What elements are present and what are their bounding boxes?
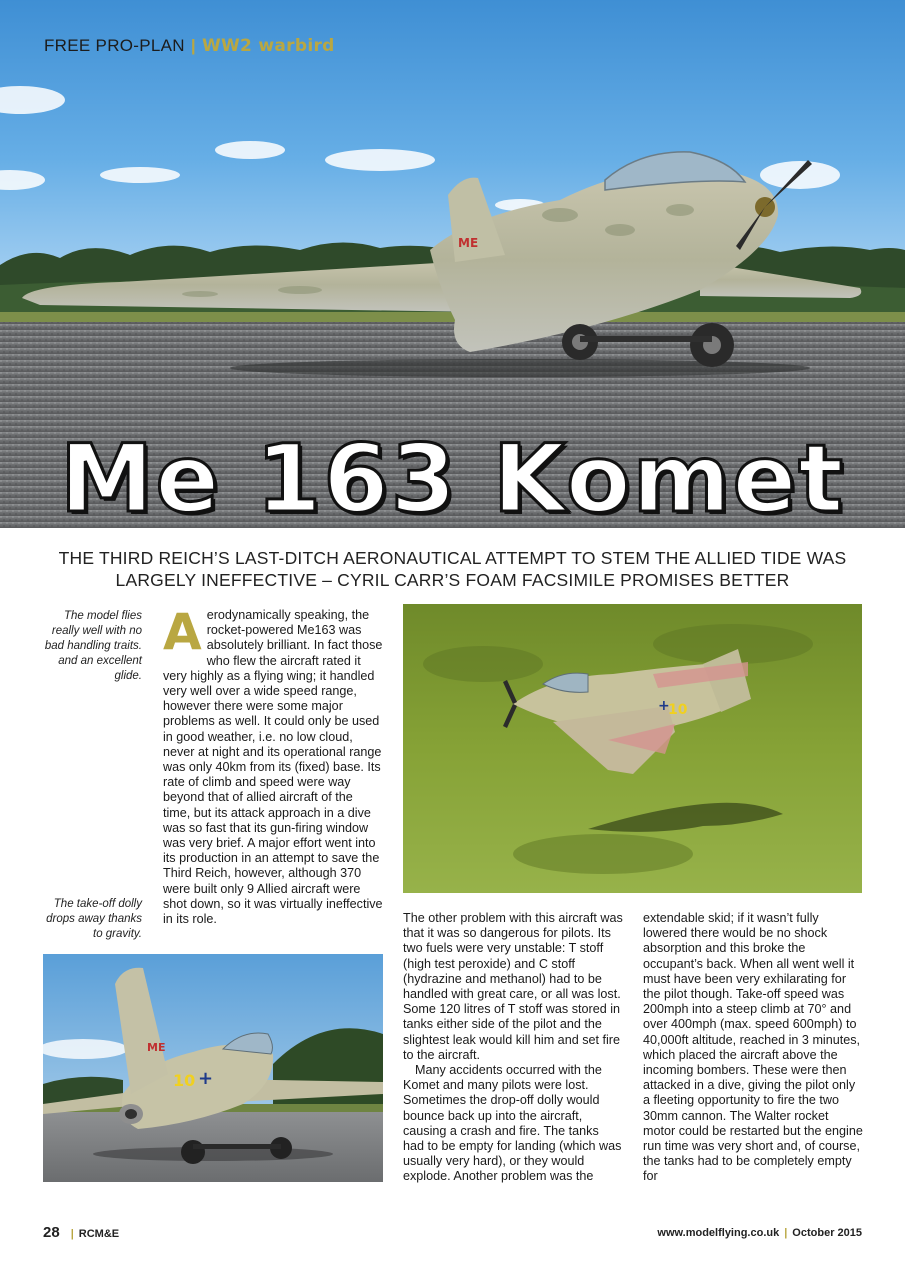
page-number: 28: [43, 1224, 60, 1241]
section-tag: WW2 warbird: [201, 36, 335, 56]
body-paragraph: The other problem with this aircraft was that it was so dangerous for pilots. Its two fuels were very unstable: T stoff (high test peroxide) and C stoff (hydrazine and methanol) had to be handled with great care, or all was lost. Some 120 litres of T stoff was stored in tanks either side of the pilot and the slightest leak would kill him and set fire to the aircraft.: [403, 911, 623, 1062]
section-kicker: [44, 36, 335, 56]
body-column-3: [643, 911, 863, 1185]
issue-date: October 2015: [792, 1227, 862, 1239]
footer-separator-2: |: [784, 1227, 788, 1239]
standfirst: [30, 547, 875, 591]
body-paragraph: Many accidents occurred with the Komet and many pilots were lost. Sometimes the drop-off dolly would bounce back up into the aircraft, causing a crash and fire. The tanks had to be empty for landing (which was usually very hard), or they would explode. Another problem was the: [403, 1063, 622, 1184]
footer-right: [657, 1227, 862, 1239]
hero-section: [0, 0, 905, 528]
body-column-2: [403, 911, 623, 1185]
svg-text:ME: ME: [147, 1041, 166, 1054]
drop-cap: A: [163, 603, 202, 661]
flying-photo-image: [403, 604, 862, 893]
footer-separator: |: [70, 1228, 74, 1240]
svg-text:+: +: [198, 1068, 214, 1089]
standfirst-line-2: LARGELY INEFFECTIVE – CYRIL CARR’S FOAM FACSIMILE PROMISES BETTER: [115, 570, 790, 590]
section-label: FREE PRO-PLAN: [44, 36, 185, 55]
ground-photo: [43, 954, 383, 1182]
svg-text:10: 10: [668, 702, 688, 718]
body-paragraph: erodynamically speaking, the rocket-powered Me163 was absolutely brilliant. In fact those who flew the aircraft rated it very highly as a flying wing; it handled very well over a wide speed range, however there were some major problems as well. It could only be used in good weather, i.e. no low cloud, never at night and its operational range was only 40km from its (fixed) base. Its rate of climb and speed were way beyond that of allied aircraft of the time, but its attack approach in a dive was so fast that its gun-firing window was very brief. A major effort went into its production in an attempt to save the Third Reich, however, although 370 were built only 9 Allied aircraft were shot down, so it was virtually ineffective in its role.: [163, 608, 383, 927]
svg-text:ME: ME: [458, 236, 479, 250]
body-column-1: [163, 603, 383, 927]
photo-caption-2: The take-off dolly drops away thanks to gravity.: [46, 898, 142, 940]
article-title: Me 163 Komet: [59, 425, 846, 528]
kicker-separator: |: [190, 36, 196, 55]
magazine-name: RCM&E: [78, 1228, 120, 1240]
footer-left: [43, 1224, 119, 1241]
standfirst-line-1: THE THIRD REICH’S LAST-DITCH AERONAUTICAL ATTEMPT TO STEM THE ALLIED TIDE WAS: [58, 548, 847, 568]
body-paragraph: extendable skid; if it wasn’t fully lowered there would be no shock absorption and this broke the occupant’s back. When all went well it must have been very exhilarating for the pilot though. Take-off speed was 200mph into a steep climb at 70° and over 400mph (max. speed 600mph) to 40,000ft altitude, reached in 3 minutes, which placed the aircraft above the incoming bombers. These were then attacked in a dive, giving the pilot only a fleeting opportunity to fire the two 30mm cannon. The Walter rocket motor could be restarted but the engine run time was very short and, of course, the tanks had to be completely empty for: [643, 911, 863, 1184]
flying-photo: [403, 604, 862, 893]
ground-photo-image: [43, 954, 383, 1182]
svg-text:+: +: [658, 698, 670, 714]
website-link[interactable]: www.modelflying.co.uk: [657, 1227, 780, 1239]
svg-text:10: 10: [173, 1071, 196, 1090]
photo-caption-1: The model flies really well with no bad handling traits. and an excellent glide.: [44, 610, 142, 682]
